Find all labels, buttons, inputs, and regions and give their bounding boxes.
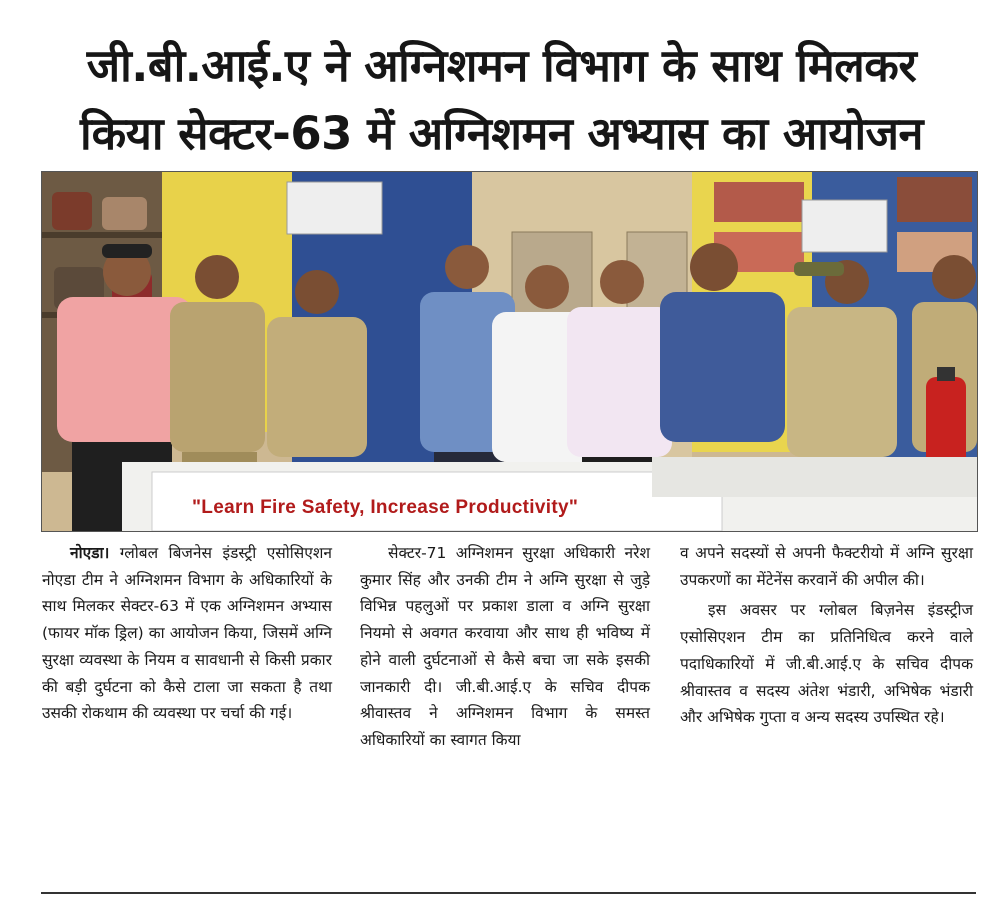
headline-line-1: जी.बी.आई.ए ने अग्निशमन विभाग के साथ मिलकर xyxy=(86,39,917,92)
photo-illustration xyxy=(42,172,977,531)
article-paragraph: इस अवसर पर ग्लोबल बिज़नेस इंडस्ट्रीज एसोसिएशन टीम का प्रतिनिधित्व करने वाले पदाधिकारियों में जी.बी.आई.ए के सचिव दीपक श्रीवास्तव व सदस्य अंतेश भंडारी, अभिषेक भंडारी और अभिषेक गुप्ता व अन्य सदस्य उपस्थित रहे। xyxy=(680,601,973,727)
dateline: नोएडा। xyxy=(70,544,110,562)
paragraph-text: ग्लोबल बिजनेस इंडस्ट्री एसोसिएशन नोएडा टीम ने अग्निशमन विभाग के अधिकारियों के साथ मिलकर सेक्टर-63 में एक अग्निशमन अभ्यास (फायर मॉक ड्रिल) का आयोजन किया, जिसमें अग्नि सुरक्षा व्यवस्था के नियम व सावधानी से किसी प्रकार की बड़ी दुर्घटना को कैसे टाला जा सकता है तथा उसकी रोकथाम की व्यवस्था पर चर्चा की गई। xyxy=(42,544,332,723)
article-paragraph: सेक्टर-71 अग्निशमन सुरक्षा अधिकारी नरेश कुमार सिंह और उनकी टीम ने अग्नि सुरक्षा से जुड़े विभिन्न पहलुओं पर प्रकाश डाला व अग्नि सुरक्षा नियमो से अवगत करवाया और साथ ही भविष्य में होने वाली दुर्घटनाओं से कैसे बचा जा सके इसकी जानकारी दी। जी.बी.आई.ए के सचिव दीपक श्रीवास्तव ने अग्निशमन विभाग के समस्त अधिकारियों का स्वागत किया xyxy=(360,544,650,749)
article-paragraph: व अपने सदस्यों से अपनी फैक्टरीयो में अग्नि सुरक्षा उपकरणों का मेंटेनेंस करवानें की अपील की। xyxy=(680,544,973,589)
bottom-rule xyxy=(41,892,976,894)
article-column-2 xyxy=(360,540,650,754)
article-column-1 xyxy=(42,540,332,727)
headline-line-2: किया सेक्टर-63 में अग्निशमन अभ्यास का आयोजन xyxy=(80,107,923,160)
news-photo xyxy=(41,171,978,532)
photo-banner-text: "Learn Fire Safety, Increase Productivity" xyxy=(192,497,579,518)
article-column-3 xyxy=(680,540,973,731)
article-paragraph xyxy=(42,540,332,727)
